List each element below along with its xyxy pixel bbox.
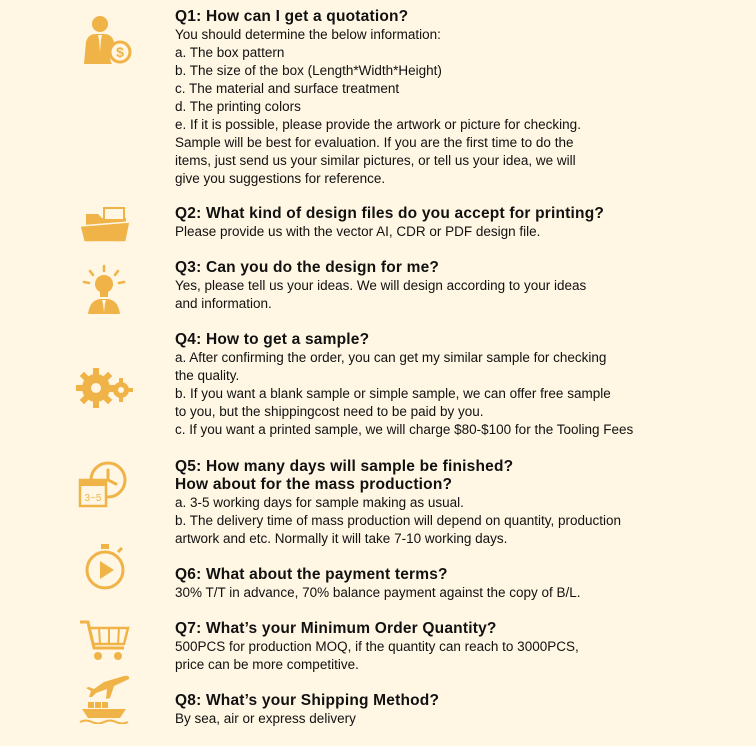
gears-icon xyxy=(74,362,134,414)
shopping-cart-icon xyxy=(74,614,134,666)
answer-text: You should determine the below information: a. The box pattern b. The size of the box (Length*Width*Height) c. The material and surface treatment d. The printing colors e. If it is possible, please provide the artwork or picture for checking. Sample will be best for evaluation. If you are the first time to do the items, just send us your similar pictures, or tell us your idea, we will give you suggestions for reference. xyxy=(175,27,581,186)
businessman-dollar-icon xyxy=(74,14,134,66)
stopwatch-icon xyxy=(74,542,134,594)
question-title: Q8: What’s your Shipping Method? xyxy=(175,692,440,709)
answer-text: a. 3-5 working days for sample making as usual. b. The delivery time of mass production will depend on quantity, production artwork and etc. Normally it will take 7-10 working days. xyxy=(175,495,622,546)
answer-text: By sea, air or express delivery xyxy=(175,711,356,726)
question-title: Q4: How to get a sample? xyxy=(175,331,370,348)
question-title: Q5: How many days will sample be finished? How about for the mass production? xyxy=(175,458,514,493)
question-title: Q2: What kind of design files do you accept for printing? xyxy=(175,205,605,222)
svg-text:$: $ xyxy=(116,44,124,60)
answer-text: Yes, please tell us your ideas. We will design according to your ideas and information. xyxy=(175,278,587,311)
answer-text: 500PCS for production MOQ, if the quantity can reach to 3000PCS, price can be more competitive. xyxy=(175,639,579,672)
answer-text: 30% T/T in advance, 70% balance payment against the copy of B/L. xyxy=(175,585,581,600)
question-title: Q7: What’s your Minimum Order Quantity? xyxy=(175,620,497,637)
folder-icon xyxy=(74,200,134,252)
answer-text: a. After confirming the order, you can get my similar sample for checking the quality. b. If you want a blank sample or simple sample, we can offer free sample to you, but the shippingcost need to be paid by you. c. If you want a printed sample, we will charge $80-$100 for the Tooling Fees xyxy=(175,350,634,437)
question-title: Q6: What about the payment terms? xyxy=(175,566,448,583)
calendar-clock-icon xyxy=(74,458,134,510)
svg-text:3~5: 3~5 xyxy=(84,493,102,504)
answer-text: Please provide us with the vector AI, CDR or PDF design file. xyxy=(175,224,541,239)
question-title: Q3: Can you do the design for me? xyxy=(175,259,440,276)
lightbulb-person-icon xyxy=(74,264,134,316)
question-title: Q1: How can I get a quotation? xyxy=(175,8,409,25)
ship-plane-icon xyxy=(74,672,134,724)
